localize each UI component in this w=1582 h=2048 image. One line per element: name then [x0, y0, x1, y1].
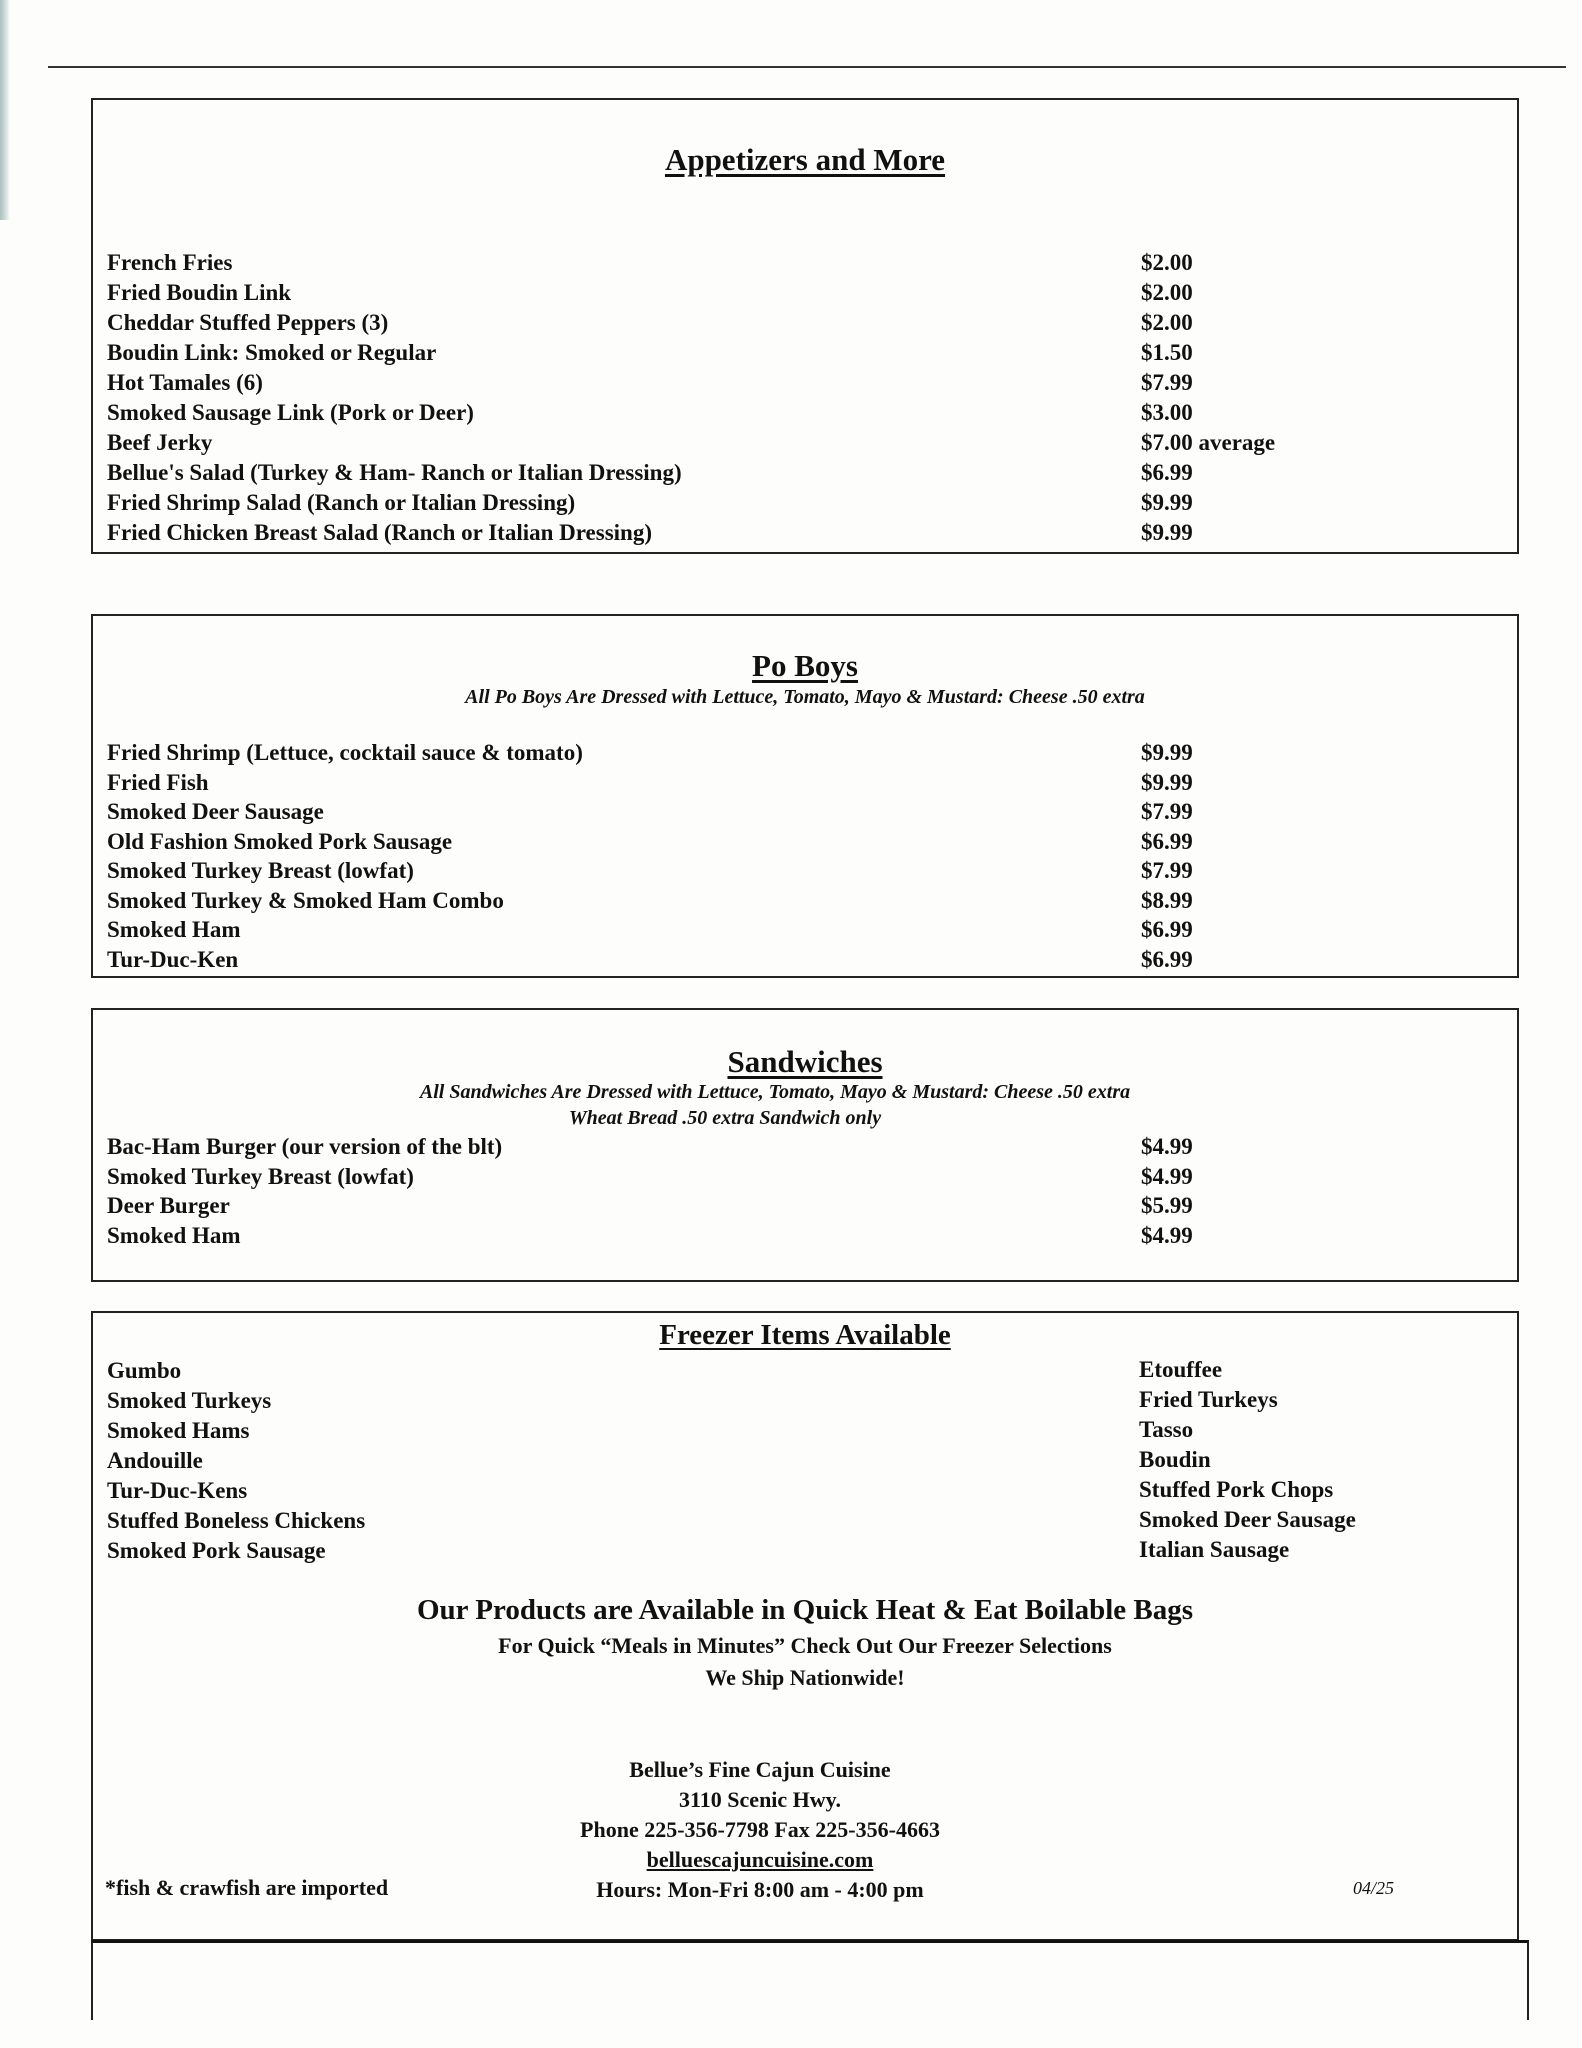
- freezer-item: Smoked Hams: [107, 1418, 250, 1443]
- menu-item-name: Fried Chicken Breast Salad (Ranch or Italian Dressing): [107, 520, 653, 545]
- menu-item-name: Smoked Turkey Breast (lowfat): [107, 858, 414, 883]
- menu-item-price: $6.99: [1141, 828, 1193, 854]
- menu-item-name: Smoked Turkey & Smoked Ham Combo: [107, 887, 504, 913]
- menu-item-price: $6.99: [1141, 946, 1193, 972]
- hours: Hours: Mon-Fri 8:00 am - 4:00 pm: [596, 1877, 924, 1902]
- menu-item-name: Fried Shrimp Salad (Ranch or Italian Dressing): [107, 490, 576, 515]
- menu-item-name: Cheddar Stuffed Peppers (3): [107, 310, 389, 335]
- menu-item-name: Deer Burger: [107, 1193, 230, 1218]
- promo-headline: Our Products are Available in Quick Heat & Eat Boilable Bags: [416, 1594, 1194, 1626]
- menu-item-price: $2.00: [1141, 310, 1193, 335]
- menu-item-row: [107, 490, 1507, 520]
- appetizers-heading: Appetizers and More: [664, 142, 946, 177]
- menu-item-price: $7.00 average: [1141, 430, 1276, 455]
- freezer-item: Tur-Duc-Kens: [107, 1478, 248, 1503]
- sandwiches-section: [91, 1008, 1519, 1282]
- menu-item-row: [107, 400, 1507, 430]
- address: 3110 Scenic Hwy.: [679, 1787, 841, 1812]
- menu-item-row: [107, 770, 1507, 800]
- menu-item-row: [107, 340, 1507, 370]
- menu-item-row: [107, 947, 1507, 977]
- menu-item-name: Bellue's Salad (Turkey & Ham- Ranch or Italian Dressing): [107, 460, 682, 485]
- sandwiches-subtitle-2: Wheat Bread .50 extra Sandwich only: [568, 1107, 882, 1129]
- menu-item-name: Smoked Turkey Breast (lowfat): [107, 1163, 414, 1189]
- freezer-item: Fried Turkeys: [1139, 1387, 1278, 1412]
- freezer-item: Smoked Turkeys: [107, 1388, 272, 1413]
- poboys-section: [91, 614, 1519, 978]
- menu-item-row: [107, 829, 1507, 859]
- freezer-section: [91, 1311, 1519, 1941]
- sandwiches-heading: Sandwiches: [727, 1044, 883, 1079]
- menu-item-name: Boudin Link: Smoked or Regular: [107, 340, 437, 365]
- menu-item-price: $4.99: [1141, 1163, 1193, 1189]
- menu-item-row: [107, 1193, 1507, 1223]
- menu-item-row: [107, 1223, 1507, 1253]
- freezer-heading: Freezer Items Available: [659, 1319, 951, 1351]
- menu-item-price: $3.00: [1141, 400, 1193, 425]
- menu-item-price: $8.99: [1141, 887, 1193, 913]
- freezer-item: Tasso: [1139, 1417, 1194, 1442]
- menu-item-price: $5.99: [1141, 1193, 1193, 1218]
- menu-item-price: $4.99: [1141, 1222, 1193, 1248]
- menu-item-name: Tur-Duc-Ken: [107, 946, 239, 972]
- menu-item-price: $9.99: [1141, 490, 1193, 515]
- promo-line-3: We Ship Nationwide!: [705, 1665, 905, 1690]
- menu-item-row: [107, 1134, 1507, 1164]
- menu-item-row: [107, 370, 1507, 400]
- menu-item-name: French Fries: [107, 250, 233, 275]
- poboys-subtitle: All Po Boys Are Dressed with Lettuce, Tomato, Mayo & Mustard: Cheese .50 extra: [465, 686, 1145, 708]
- menu-item-price: $7.99: [1141, 799, 1193, 824]
- website-link[interactable]: belluescajuncuisine.com: [646, 1847, 874, 1872]
- freezer-item: Etouffee: [1139, 1357, 1223, 1382]
- menu-item-price: $9.99: [1141, 740, 1193, 765]
- freezer-left-list: [107, 1356, 365, 1566]
- menu-item-name: Beef Jerky: [107, 430, 213, 455]
- scan-edge: [0, 0, 10, 220]
- menu-item-name: Fried Boudin Link: [107, 280, 292, 305]
- freezer-item: Italian Sausage: [1139, 1537, 1290, 1562]
- freezer-item: Stuffed Boneless Chickens: [107, 1508, 366, 1533]
- menu-item-row: [107, 520, 1507, 550]
- menu-item-name: Old Fashion Smoked Pork Sausage: [107, 828, 453, 854]
- menu-item-price: $1.50: [1141, 340, 1193, 365]
- menu-item-row: [107, 310, 1507, 340]
- menu-item-price: $6.99: [1141, 460, 1193, 485]
- menu-item-row: [107, 799, 1507, 829]
- freezer-item: Gumbo: [107, 1358, 182, 1383]
- menu-item-name: Hot Tamales (6): [107, 370, 263, 395]
- menu-item-price: $4.99: [1141, 1134, 1193, 1159]
- menu-item-price: $2.00: [1141, 250, 1193, 275]
- menu-item-name: Smoked Deer Sausage: [107, 799, 324, 824]
- menu-item-price: $6.99: [1141, 917, 1193, 942]
- menu-item-price: $7.99: [1141, 858, 1193, 883]
- freezer-item: Smoked Pork Sausage: [107, 1538, 326, 1563]
- menu-item-row: [107, 917, 1507, 947]
- menu-item-row: [107, 250, 1507, 280]
- freezer-item: Smoked Deer Sausage: [1139, 1507, 1356, 1532]
- menu-item-name: Fried Fish: [107, 769, 209, 795]
- menu-item-row: [107, 430, 1507, 460]
- menu-item-name: Smoked Ham: [107, 1222, 241, 1248]
- freezer-right-list: [1139, 1355, 1356, 1565]
- menu-item-row: [107, 858, 1507, 888]
- menu-item-price: $7.99: [1141, 370, 1193, 395]
- menu-item-row: [107, 1164, 1507, 1194]
- freezer-item: Andouille: [107, 1448, 203, 1473]
- menu-item-row: [107, 460, 1507, 490]
- appetizers-section: [91, 98, 1519, 554]
- menu-item-name: Smoked Ham: [107, 917, 241, 942]
- menu-item-row: [107, 888, 1507, 918]
- business-name: Bellue’s Fine Cajun Cuisine: [629, 1757, 891, 1782]
- phone-fax: Phone 225-356-7798 Fax 225-356-4663: [580, 1817, 940, 1842]
- menu-item-name: Bac-Ham Burger (our version of the blt): [107, 1134, 503, 1159]
- menu-item-row: [107, 740, 1507, 770]
- promo-line-2: For Quick “Meals in Minutes” Check Out Our Freezer Selections: [498, 1633, 1112, 1658]
- freezer-item: Boudin: [1139, 1447, 1211, 1472]
- menu-item-name: Smoked Sausage Link (Pork or Deer): [107, 400, 474, 425]
- top-rule: [48, 66, 1566, 68]
- revision-date: 04/25: [1353, 1878, 1395, 1898]
- menu-item-row: [107, 280, 1507, 310]
- menu-item-price: $9.99: [1141, 520, 1193, 545]
- poboys-heading: Po Boys: [752, 648, 858, 683]
- menu-item-price: $9.99: [1141, 769, 1193, 795]
- menu-item-price: $2.00: [1141, 280, 1193, 305]
- footnote: *fish & crawfish are imported: [105, 1875, 389, 1900]
- bottom-frame: [91, 1940, 1529, 2020]
- freezer-item: Stuffed Pork Chops: [1139, 1477, 1334, 1502]
- menu-item-name: Fried Shrimp (Lettuce, cocktail sauce & tomato): [107, 740, 583, 765]
- sandwiches-subtitle: All Sandwiches Are Dressed with Lettuce, Tomato, Mayo & Mustard: Cheese .50 extra: [419, 1081, 1131, 1103]
